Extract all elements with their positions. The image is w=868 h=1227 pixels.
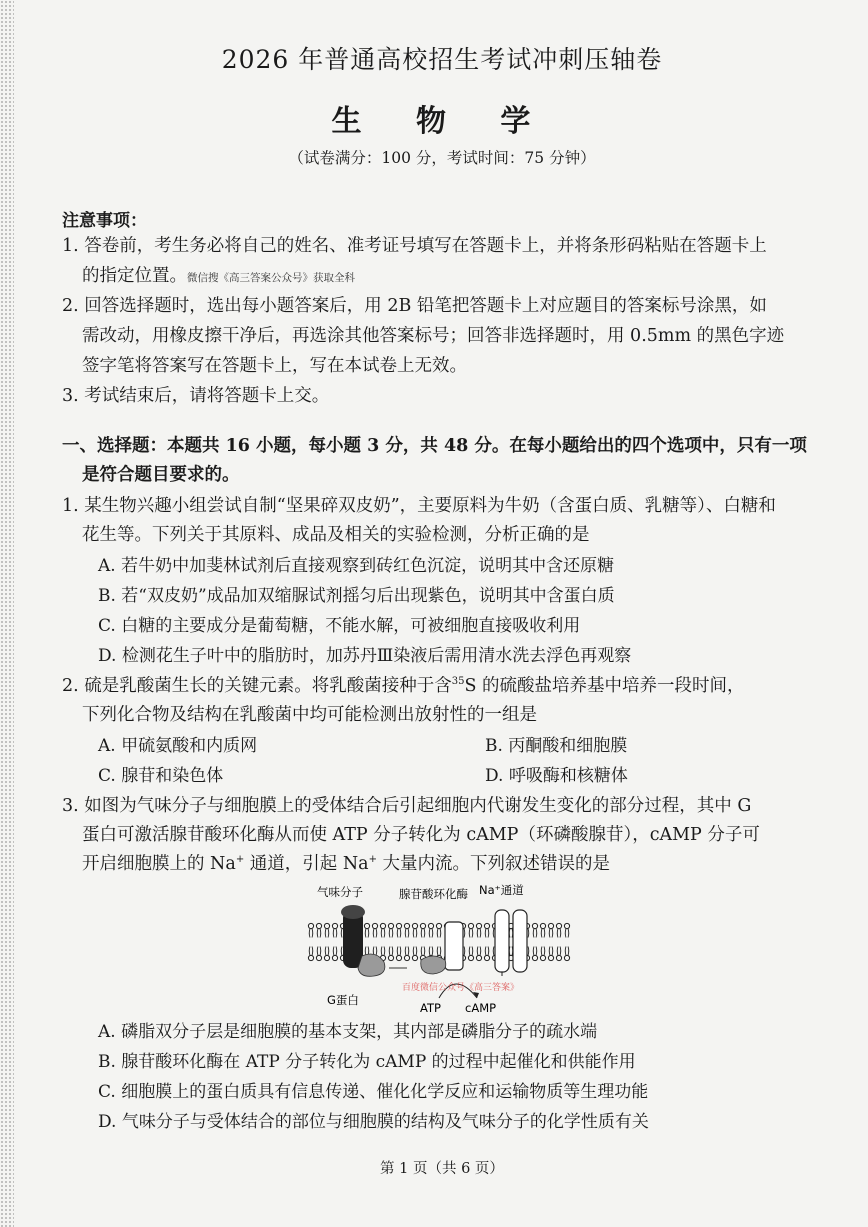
note-1-line-1: 1. 答卷前，考生务必将自己的姓名、准考证号填写在答题卡上，并将条形码粘贴在答题卡上: [62, 236, 767, 256]
lipid-upper: [364, 923, 369, 937]
q3-option-a: A. 磷脂双分子层是细胞膜的基本支架，其内部是磷脂分子的疏水端: [98, 1022, 598, 1042]
lipid-upper: [564, 923, 569, 937]
lipid-lower: [308, 947, 313, 961]
note-3: 3. 考试结束后，请将答题卡上交。: [62, 386, 330, 406]
q3-option-b: B. 腺苷酸环化酶在 ATP 分子转化为 cAMP 的过程中起催化和供能作用: [98, 1052, 636, 1072]
note-2-line-2: 需改动，用橡皮擦干净后，再选涂其他答案标号；回答非选择题时，用 0.5mm 的黑色字迹: [82, 326, 785, 346]
q2-stem-part-2: S 的硫酸盐培养基中培养一段时间，: [464, 676, 745, 696]
membrane-diagram: [307, 880, 577, 1015]
label-gprotein: G蛋白: [327, 993, 359, 1007]
lipid-upper: [316, 923, 321, 937]
q3-stem-part-3: 大量内流。下列叙述错误的是: [376, 854, 611, 874]
note-1-watermark: 微信搜《高三答案公众号》获取全科: [187, 272, 355, 284]
q1-option-b: B. 若“双皮奶”成品加双缩脲试剂摇匀后出现紫色，说明其中含蛋白质: [98, 586, 615, 606]
q1-stem-line-2: 花生等。下列关于其原料、成品及相关的实验检测，分析正确的是: [82, 525, 590, 545]
lipid-upper: [324, 923, 329, 937]
note-2-line-3: 签字笔将答案写在答题卡上，写在本试卷上无效。: [82, 356, 467, 376]
channel-right-shape: [513, 910, 527, 972]
q2-option-b: B. 丙酮酸和细胞膜: [485, 736, 628, 756]
label-enzyme: 腺苷酸环化酶: [399, 887, 468, 901]
q2-stem-line-1: [62, 672, 745, 697]
lipid-upper: [372, 923, 377, 937]
q1-stem-line-1: 1. 某生物兴趣小组尝试自制“坚果碎双皮奶”，主要原料为牛奶（含蛋白质、乳糖等）、白糖和: [62, 496, 776, 516]
section-1-line-1: 一、选择题：本题共 16 小题，每小题 3 分，共 48 分。在每小题给出的四个选项中，只有一项: [62, 436, 807, 456]
q3-option-c: C. 细胞膜上的蛋白质具有信息传递、催化化学反应和运输物质等生理功能: [98, 1082, 649, 1102]
lipid-lower: [484, 947, 489, 961]
odor-molecule-shape: [341, 905, 365, 919]
q3-stem-part-2: 通道，引起 Na: [244, 854, 369, 874]
q3-sup-1: +: [235, 854, 245, 866]
q2-isotope: 35: [451, 676, 465, 688]
lipid-upper: [412, 923, 417, 937]
lipid-upper: [548, 923, 553, 937]
lipid-upper: [476, 923, 481, 937]
section-1-line-2: 是符合题目要求的。: [82, 465, 240, 485]
q3-stem-line-1: 3. 如图为气味分子与细胞膜上的受体结合后引起细胞内代谢发生变化的部分过程，其中 G: [62, 796, 752, 816]
exam-title: 2026 年普通高校招生考试冲刺压轴卷: [221, 45, 663, 74]
enzyme-shape: [445, 922, 463, 970]
page-footer: 第 1 页（共 6 页）: [380, 1161, 504, 1177]
lipid-lower: [532, 947, 537, 961]
lipid-upper: [484, 923, 489, 937]
q3-option-d: D. 气味分子与受体结合的部位与细胞膜的结构及气味分子的化学性质有关: [98, 1112, 649, 1132]
q2-option-c: C. 腺苷和染色体: [98, 766, 224, 786]
channel-left-shape: [495, 910, 509, 972]
lipid-lower: [540, 947, 545, 961]
lipid-upper: [388, 923, 393, 937]
lipid-upper: [396, 923, 401, 937]
enzyme-alpha-shape: [421, 956, 446, 974]
lipid-lower: [564, 947, 569, 961]
binding-margin: [0, 0, 14, 1227]
label-atp: ATP: [420, 1001, 441, 1015]
label-odor: 气味分子: [317, 885, 363, 899]
lipid-upper: [532, 923, 537, 937]
lipid-lower: [324, 947, 329, 961]
lipid-upper: [404, 923, 409, 937]
lipid-upper: [308, 923, 313, 937]
lipid-lower: [396, 947, 401, 961]
lipid-lower: [388, 947, 393, 961]
lipid-lower: [404, 947, 409, 961]
subject-title: 生 物 学: [331, 104, 553, 139]
lipid-lower: [412, 947, 417, 961]
lipid-lower: [332, 947, 337, 961]
lipid-upper: [420, 923, 425, 937]
q2-stem-line-2: 下列化合物及结构在乳酸菌中均可能检测出放射性的一组是: [82, 705, 537, 725]
q3-stem-line-3: [82, 850, 610, 875]
q2-stem-part-1: 2. 硫是乳酸菌生长的关键元素。将乳酸菌接种于含: [62, 676, 452, 696]
note-1-line-2: [82, 262, 355, 287]
q1-option-c: C. 白糖的主要成分是葡萄糖，不能水解，可被细胞直接吸收利用: [98, 616, 581, 636]
q3-stem-part-1: 开启细胞膜上的 Na: [82, 854, 236, 874]
q1-option-a: A. 若牛奶中加斐林试剂后直接观察到砖红色沉淀，说明其中含还原糖: [98, 556, 615, 576]
lipid-upper: [436, 923, 441, 937]
q2-option-d: D. 呼吸酶和核糖体: [485, 766, 628, 786]
q2-option-a: A. 甲硫氨酸和内质网: [98, 736, 258, 756]
note-2-line-1: 2. 回答选择题时，选出每小题答案后，用 2B 铅笔把答题卡上对应题目的答案标号涂黑，如: [62, 296, 767, 316]
lipid-lower: [468, 947, 473, 961]
lipid-upper: [540, 923, 545, 937]
exam-info: （试卷满分：100 分，考试时间：75 分钟）: [288, 149, 596, 167]
label-channel: Na⁺通道: [479, 883, 524, 897]
lipid-lower: [316, 947, 321, 961]
lipid-upper: [556, 923, 561, 937]
lipid-upper: [332, 923, 337, 937]
q3-sup-2: +: [368, 854, 377, 866]
notes-heading: 注意事项：: [62, 211, 147, 231]
q3-stem-line-2: 蛋白可激活腺苷酸环化酶从而使 ATP 分子转化为 cAMP（环磷酸腺苷），cAMP 分子可: [82, 825, 760, 845]
q1-option-d: D. 检测花生子叶中的脂肪时，加苏丹Ⅲ染液后需用清水洗去浮色再观察: [98, 646, 632, 666]
lipid-lower: [476, 947, 481, 961]
lipid-upper: [380, 923, 385, 937]
lipid-lower: [556, 947, 561, 961]
lipid-upper: [428, 923, 433, 937]
lipid-lower: [548, 947, 553, 961]
note-1-text: 的指定位置。: [82, 266, 187, 286]
lipid-upper: [468, 923, 473, 937]
diagram-watermark: 百度微信公众号《高三答案》: [402, 983, 520, 993]
label-camp: cAMP: [465, 1001, 497, 1015]
